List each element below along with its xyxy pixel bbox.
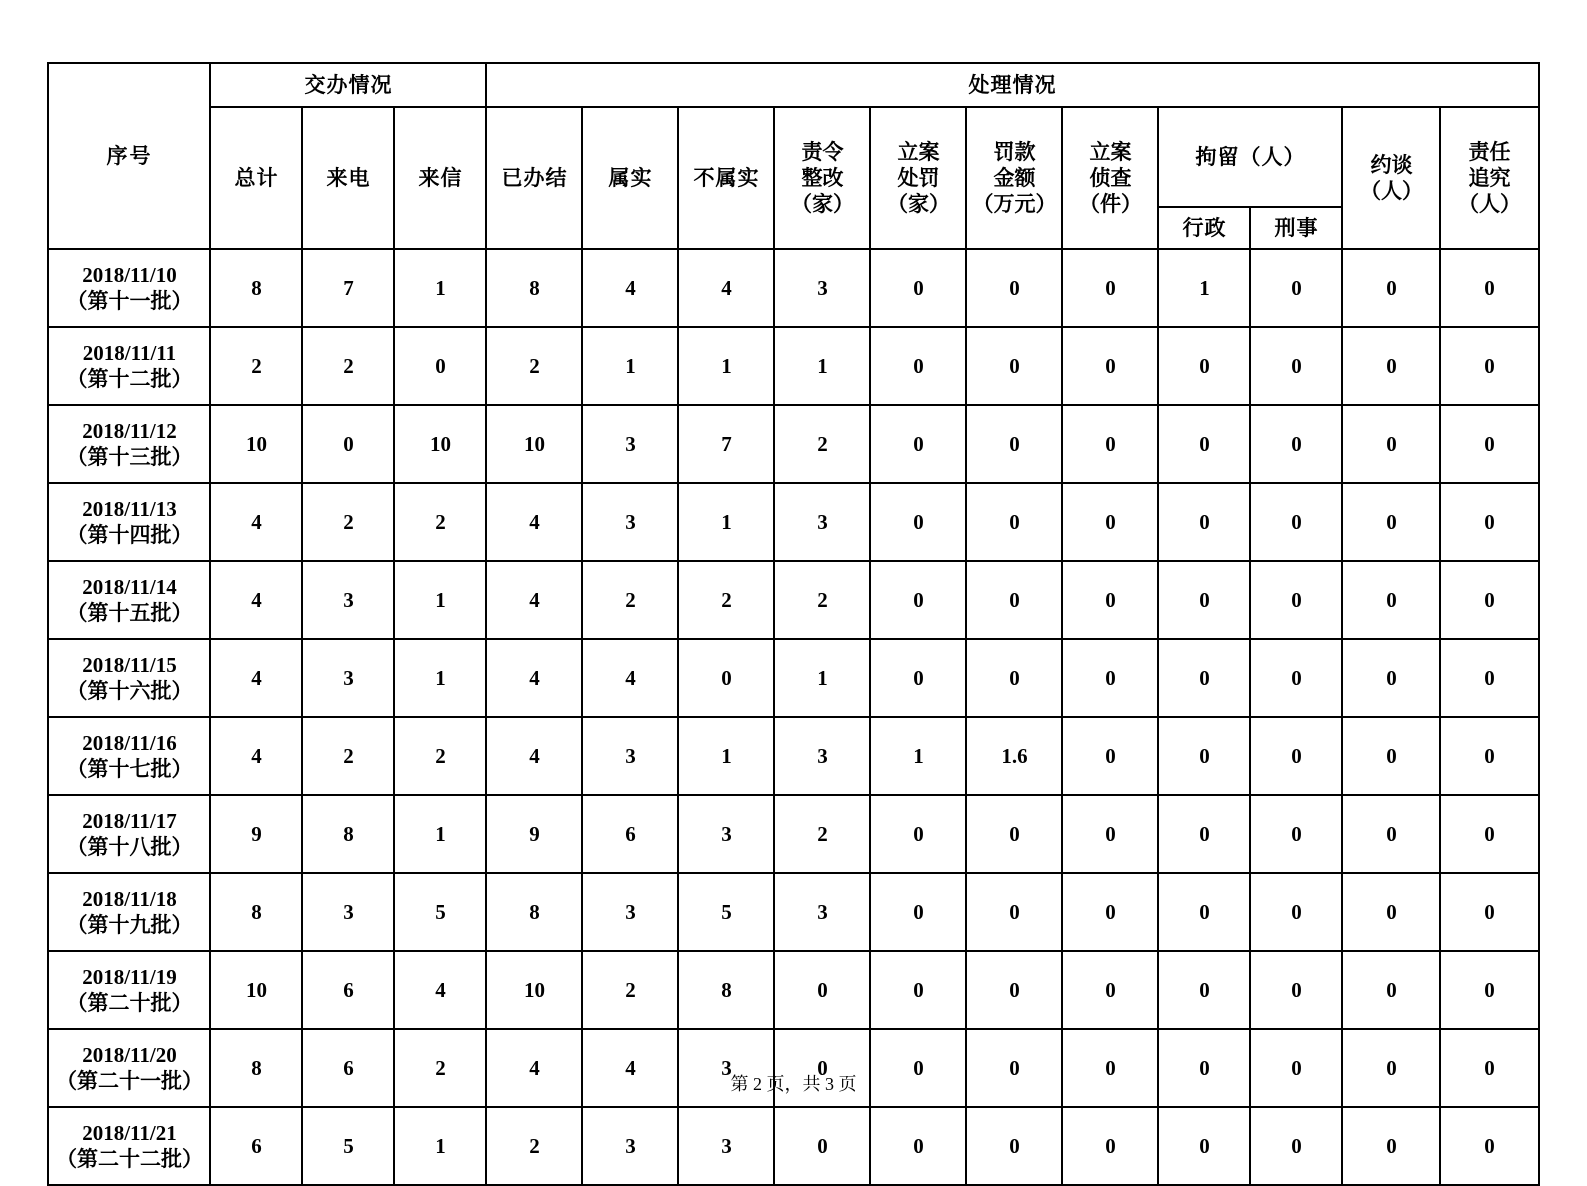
cell-true-case: 4 — [582, 249, 678, 327]
cell-interview: 0 — [1342, 1029, 1440, 1107]
header-investigation-line2: 侦查 — [1089, 165, 1132, 190]
cell-call: 8 — [302, 795, 394, 873]
cell-detention-admin: 0 — [1158, 405, 1250, 483]
cell-investigation: 0 — [1062, 561, 1158, 639]
cell-call: 3 — [302, 639, 394, 717]
cell-fine-amount: 0 — [966, 327, 1062, 405]
cell-investigation: 0 — [1062, 249, 1158, 327]
row-batch: （第十二批） — [66, 367, 193, 391]
cell-detention-criminal: 0 — [1250, 405, 1342, 483]
cell-interview: 0 — [1342, 483, 1440, 561]
header-group-assignment: 交办情况 — [210, 63, 486, 107]
cell-rectify: 3 — [774, 249, 870, 327]
table-row — [48, 717, 1538, 795]
header-total: 总计 — [210, 107, 302, 249]
row-seq — [48, 1107, 210, 1185]
cell-true-case: 3 — [582, 873, 678, 951]
table-body — [48, 249, 1538, 1185]
row-batch: （第十一批） — [66, 289, 193, 313]
cell-interview: 0 — [1342, 639, 1440, 717]
cell-investigation: 0 — [1062, 327, 1158, 405]
cell-investigation: 0 — [1062, 1107, 1158, 1185]
row-batch: （第十九批） — [66, 913, 193, 937]
cell-investigation: 0 — [1062, 639, 1158, 717]
cell-penalty-case: 0 — [870, 327, 966, 405]
cell-call: 7 — [302, 249, 394, 327]
cell-accountability: 0 — [1440, 327, 1538, 405]
row-batch: （第二十二批） — [55, 1147, 203, 1171]
cell-letter: 2 — [394, 717, 486, 795]
cell-false-case: 3 — [678, 795, 774, 873]
cell-accountability: 0 — [1440, 249, 1538, 327]
header-group-handling: 处理情况 — [486, 63, 1538, 107]
cell-penalty-case: 0 — [870, 873, 966, 951]
cell-fine-amount: 0 — [966, 483, 1062, 561]
header-investigation — [1062, 107, 1158, 249]
table-row — [48, 327, 1538, 405]
cell-detention-criminal: 0 — [1250, 951, 1342, 1029]
header-penalty-line2: 处罚 — [897, 165, 940, 190]
cell-investigation: 0 — [1062, 951, 1158, 1029]
header-false-case: 不属实 — [678, 107, 774, 249]
row-date: 2018/11/15 — [82, 652, 177, 677]
header-interview — [1342, 107, 1440, 249]
cell-detention-admin: 0 — [1158, 795, 1250, 873]
cell-fine-amount: 0 — [966, 639, 1062, 717]
cell-total: 8 — [210, 1029, 302, 1107]
cell-interview: 0 — [1342, 1107, 1440, 1185]
cell-false-case: 2 — [678, 561, 774, 639]
cell-accountability: 0 — [1440, 873, 1538, 951]
header-investigation-line3: （件） — [1078, 192, 1142, 217]
row-date: 2018/11/13 — [82, 496, 177, 521]
cell-total: 2 — [210, 327, 302, 405]
cell-detention-criminal: 0 — [1250, 483, 1342, 561]
header-accountability-line3: （人） — [1458, 192, 1521, 217]
cell-interview: 0 — [1342, 951, 1440, 1029]
cell-letter: 5 — [394, 873, 486, 951]
cell-investigation: 0 — [1062, 717, 1158, 795]
row-date: 2018/11/10 — [82, 262, 177, 287]
header-accountability — [1440, 107, 1538, 249]
cell-letter: 1 — [394, 1107, 486, 1185]
cell-completed: 8 — [486, 873, 582, 951]
row-date: 2018/11/12 — [82, 418, 177, 443]
cell-detention-admin: 0 — [1158, 873, 1250, 951]
cell-fine-amount: 0 — [966, 405, 1062, 483]
cell-detention-criminal: 0 — [1250, 873, 1342, 951]
cell-total: 8 — [210, 873, 302, 951]
table-row — [48, 873, 1538, 951]
cell-detention-criminal: 0 — [1250, 1029, 1342, 1107]
header-rectify — [774, 107, 870, 249]
cell-call: 0 — [302, 405, 394, 483]
cell-accountability: 0 — [1440, 1107, 1538, 1185]
cell-accountability: 0 — [1440, 795, 1538, 873]
cell-detention-admin: 0 — [1158, 327, 1250, 405]
cell-accountability: 0 — [1440, 717, 1538, 795]
header-fine-line2: 金额 — [993, 165, 1036, 190]
header-letter: 来信 — [394, 107, 486, 249]
cell-penalty-case: 0 — [870, 249, 966, 327]
cell-detention-criminal: 0 — [1250, 639, 1342, 717]
cell-call: 3 — [302, 561, 394, 639]
cell-accountability: 0 — [1440, 405, 1538, 483]
row-seq — [48, 951, 210, 1029]
cell-false-case: 7 — [678, 405, 774, 483]
cell-fine-amount: 0 — [966, 873, 1062, 951]
cell-completed: 2 — [486, 1107, 582, 1185]
cell-penalty-case: 0 — [870, 639, 966, 717]
cell-interview: 0 — [1342, 717, 1440, 795]
cell-accountability: 0 — [1440, 639, 1538, 717]
header-seq: 序号 — [48, 63, 210, 249]
cell-rectify: 0 — [774, 1029, 870, 1107]
header-investigation-line1: 立案 — [1089, 139, 1132, 164]
cell-false-case: 4 — [678, 249, 774, 327]
header-interview-line1: 约谈 — [1370, 152, 1413, 177]
header-completed: 已办结 — [486, 107, 582, 249]
table-header-group-row — [48, 63, 1538, 107]
cell-penalty-case: 0 — [870, 1029, 966, 1107]
cell-detention-admin: 0 — [1158, 561, 1250, 639]
cell-penalty-case: 0 — [870, 1107, 966, 1185]
cell-false-case: 5 — [678, 873, 774, 951]
cell-false-case: 3 — [678, 1029, 774, 1107]
cell-rectify: 3 — [774, 483, 870, 561]
cell-true-case: 2 — [582, 951, 678, 1029]
row-batch: （第十四批） — [66, 523, 193, 547]
cell-completed: 4 — [486, 1029, 582, 1107]
cell-false-case: 1 — [678, 327, 774, 405]
header-rectify-line2: 整改 — [801, 165, 844, 190]
cell-true-case: 4 — [582, 639, 678, 717]
cell-penalty-case: 1 — [870, 717, 966, 795]
cell-total: 4 — [210, 483, 302, 561]
row-batch: （第十八批） — [66, 835, 193, 859]
cell-letter: 1 — [394, 639, 486, 717]
row-seq — [48, 795, 210, 873]
row-date: 2018/11/19 — [82, 964, 177, 989]
cell-letter: 1 — [394, 795, 486, 873]
cell-detention-criminal: 0 — [1250, 249, 1342, 327]
cell-accountability: 0 — [1440, 951, 1538, 1029]
cell-interview: 0 — [1342, 249, 1440, 327]
cell-call: 2 — [302, 327, 394, 405]
cell-call: 5 — [302, 1107, 394, 1185]
cell-interview: 0 — [1342, 561, 1440, 639]
cell-detention-admin: 0 — [1158, 1107, 1250, 1185]
cell-true-case: 3 — [582, 1107, 678, 1185]
row-seq — [48, 405, 210, 483]
header-rectify-line3: （家） — [790, 192, 854, 217]
row-date: 2018/11/21 — [82, 1120, 177, 1145]
cell-false-case: 8 — [678, 951, 774, 1029]
cell-letter: 0 — [394, 327, 486, 405]
row-date: 2018/11/14 — [82, 574, 177, 599]
cell-true-case: 6 — [582, 795, 678, 873]
cell-rectify: 1 — [774, 639, 870, 717]
cell-letter: 10 — [394, 405, 486, 483]
cell-fine-amount: 0 — [966, 561, 1062, 639]
table-row — [48, 483, 1538, 561]
cell-false-case: 1 — [678, 483, 774, 561]
cell-fine-amount: 0 — [966, 795, 1062, 873]
cell-detention-admin: 0 — [1158, 951, 1250, 1029]
cell-investigation: 0 — [1062, 483, 1158, 561]
cell-true-case: 3 — [582, 717, 678, 795]
row-seq — [48, 717, 210, 795]
cell-interview: 0 — [1342, 795, 1440, 873]
cell-accountability: 0 — [1440, 483, 1538, 561]
cell-false-case: 3 — [678, 1107, 774, 1185]
row-seq — [48, 483, 210, 561]
cell-completed: 10 — [486, 405, 582, 483]
header-fine-amount — [966, 107, 1062, 249]
cell-true-case: 4 — [582, 1029, 678, 1107]
cell-letter: 2 — [394, 1029, 486, 1107]
row-seq — [48, 639, 210, 717]
row-batch: （第二十一批） — [55, 1069, 203, 1093]
cell-penalty-case: 0 — [870, 951, 966, 1029]
cell-total: 10 — [210, 951, 302, 1029]
cell-fine-amount: 0 — [966, 1029, 1062, 1107]
cell-total: 8 — [210, 249, 302, 327]
cell-fine-amount: 1.6 — [966, 717, 1062, 795]
cell-completed: 8 — [486, 249, 582, 327]
cell-call: 6 — [302, 1029, 394, 1107]
table-row — [48, 1107, 1538, 1185]
cell-total: 4 — [210, 639, 302, 717]
cell-total: 4 — [210, 561, 302, 639]
table-row — [48, 951, 1538, 1029]
cell-rectify: 1 — [774, 327, 870, 405]
cell-letter: 2 — [394, 483, 486, 561]
cell-interview: 0 — [1342, 873, 1440, 951]
table-header-column-row — [48, 107, 1538, 207]
cell-call: 6 — [302, 951, 394, 1029]
cell-investigation: 0 — [1062, 1029, 1158, 1107]
cell-total: 4 — [210, 717, 302, 795]
cell-penalty-case: 0 — [870, 795, 966, 873]
header-rectify-line1: 责令 — [801, 139, 844, 164]
cell-interview: 0 — [1342, 405, 1440, 483]
cell-detention-criminal: 0 — [1250, 327, 1342, 405]
table-row — [48, 405, 1538, 483]
row-batch: （第十六批） — [66, 679, 193, 703]
table-row — [48, 795, 1538, 873]
cell-rectify: 2 — [774, 795, 870, 873]
header-detention-criminal: 刑事 — [1250, 207, 1342, 249]
row-date: 2018/11/17 — [82, 808, 177, 833]
cell-detention-admin: 0 — [1158, 717, 1250, 795]
cell-false-case: 0 — [678, 639, 774, 717]
cell-detention-criminal: 0 — [1250, 561, 1342, 639]
cell-detention-criminal: 0 — [1250, 717, 1342, 795]
cell-penalty-case: 0 — [870, 483, 966, 561]
row-date: 2018/11/18 — [82, 886, 177, 911]
complaint-statistics-table — [47, 62, 1539, 1186]
row-date: 2018/11/20 — [82, 1042, 177, 1067]
table-header — [48, 63, 1538, 249]
row-seq — [48, 327, 210, 405]
cell-call: 2 — [302, 717, 394, 795]
table-row — [48, 561, 1538, 639]
header-penalty-case — [870, 107, 966, 249]
header-call: 来电 — [302, 107, 394, 249]
cell-investigation: 0 — [1062, 405, 1158, 483]
cell-true-case: 3 — [582, 483, 678, 561]
row-date: 2018/11/16 — [82, 730, 177, 755]
page-footer: 第 2 页，共 3 页 — [730, 1074, 857, 1094]
cell-fine-amount: 0 — [966, 249, 1062, 327]
cell-call: 3 — [302, 873, 394, 951]
header-fine-line1: 罚款 — [993, 139, 1036, 164]
header-detention: 拘留（人） — [1158, 107, 1342, 207]
cell-total: 9 — [210, 795, 302, 873]
cell-completed: 10 — [486, 951, 582, 1029]
header-true-case: 属实 — [582, 107, 678, 249]
cell-completed: 4 — [486, 561, 582, 639]
cell-letter: 4 — [394, 951, 486, 1029]
cell-penalty-case: 0 — [870, 405, 966, 483]
cell-accountability: 0 — [1440, 1029, 1538, 1107]
row-date: 2018/11/11 — [82, 340, 177, 365]
cell-completed: 2 — [486, 327, 582, 405]
row-batch: （第二十批） — [66, 991, 193, 1015]
cell-true-case: 2 — [582, 561, 678, 639]
table-row — [48, 249, 1538, 327]
cell-true-case: 1 — [582, 327, 678, 405]
cell-detention-admin: 1 — [1158, 249, 1250, 327]
cell-penalty-case: 0 — [870, 561, 966, 639]
cell-call: 2 — [302, 483, 394, 561]
header-accountability-line1: 责任 — [1468, 139, 1511, 164]
cell-detention-criminal: 0 — [1250, 1107, 1342, 1185]
cell-accountability: 0 — [1440, 561, 1538, 639]
cell-rectify: 3 — [774, 717, 870, 795]
header-detention-admin: 行政 — [1158, 207, 1250, 249]
cell-detention-admin: 0 — [1158, 483, 1250, 561]
header-fine-line3: （万元） — [972, 192, 1057, 217]
cell-investigation: 0 — [1062, 795, 1158, 873]
cell-total: 6 — [210, 1107, 302, 1185]
cell-investigation: 0 — [1062, 873, 1158, 951]
cell-false-case: 1 — [678, 717, 774, 795]
cell-fine-amount: 0 — [966, 951, 1062, 1029]
header-penalty-line3: （家） — [886, 192, 950, 217]
row-batch: （第十三批） — [66, 445, 193, 469]
cell-rectify: 0 — [774, 1107, 870, 1185]
header-accountability-line2: 追究 — [1468, 165, 1511, 190]
cell-completed: 4 — [486, 639, 582, 717]
cell-letter: 1 — [394, 249, 486, 327]
cell-total: 10 — [210, 405, 302, 483]
header-penalty-line1: 立案 — [897, 139, 940, 164]
cell-detention-admin: 0 — [1158, 1029, 1250, 1107]
cell-detention-criminal: 0 — [1250, 795, 1342, 873]
cell-detention-admin: 0 — [1158, 639, 1250, 717]
header-interview-line2: （人） — [1359, 179, 1423, 203]
cell-true-case: 3 — [582, 405, 678, 483]
cell-letter: 1 — [394, 561, 486, 639]
row-seq — [48, 873, 210, 951]
row-batch: （第十五批） — [66, 601, 193, 625]
cell-completed: 4 — [486, 483, 582, 561]
cell-completed: 4 — [486, 717, 582, 795]
cell-rectify: 3 — [774, 873, 870, 951]
cell-interview: 0 — [1342, 327, 1440, 405]
cell-rectify: 2 — [774, 405, 870, 483]
cell-rectify: 0 — [774, 951, 870, 1029]
cell-fine-amount: 0 — [966, 1107, 1062, 1185]
row-seq — [48, 249, 210, 327]
row-batch: （第十七批） — [66, 757, 193, 781]
table-row — [48, 639, 1538, 717]
cell-completed: 9 — [486, 795, 582, 873]
row-seq — [48, 561, 210, 639]
cell-rectify: 2 — [774, 561, 870, 639]
